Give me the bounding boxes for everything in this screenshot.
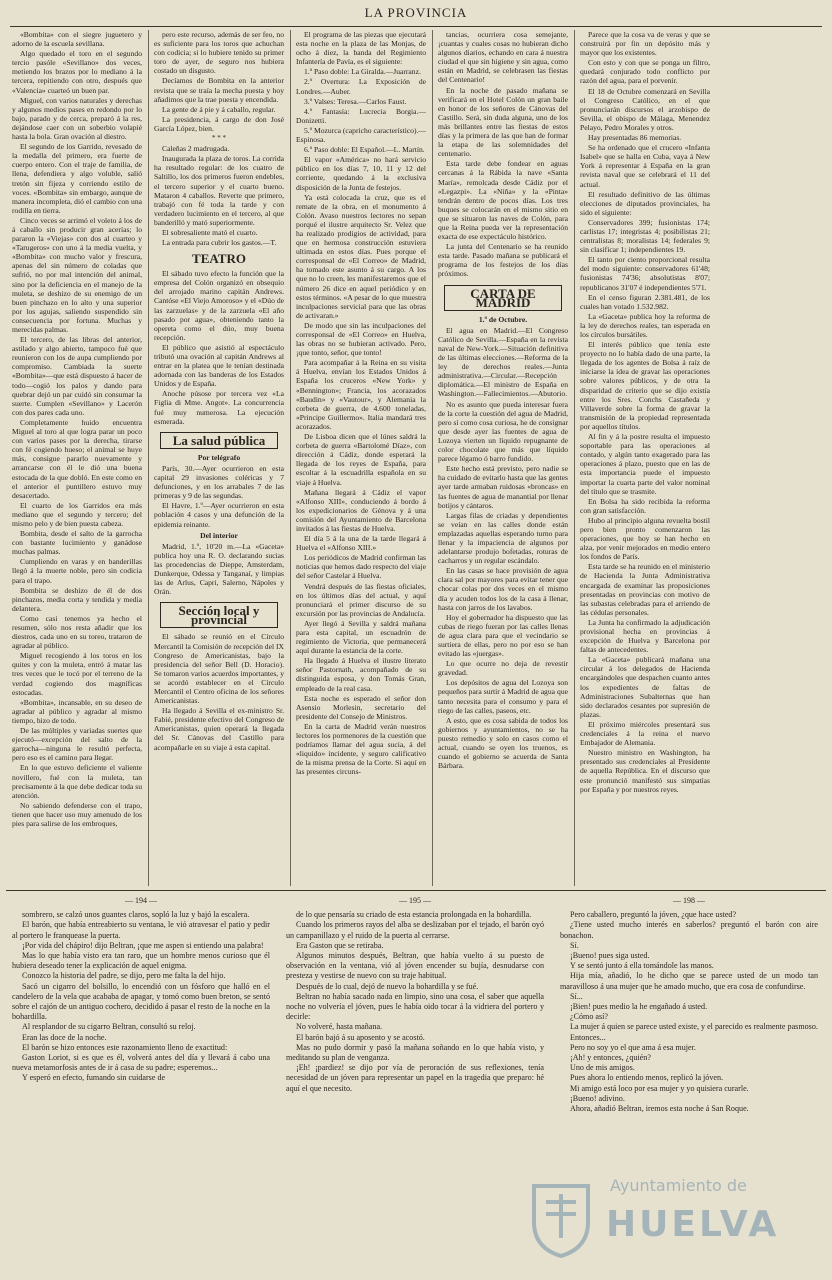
paragraph: Sí... [570, 991, 583, 1001]
column-rule [148, 30, 149, 886]
paragraph: El agua en Madrid.—El Congreso Católico de Sevilla.—España en la revista naval de New-York.—Situación definitiva de las últimas elecciones.—Reforma de la ley de derechos reales.—Junta administrativa.—Circular.—Recepción diplomática.—El ministro de España en Washington.—Fallecimientos.—Abutorio. [438, 325, 568, 399]
paragraph: Era Gaston que se retiraba. [296, 940, 384, 950]
paragraph: La entrada para cubrir los gastos.—T. [162, 238, 277, 248]
paragraph: ¿Tiene usted mucho interés en saberlos? preguntó el barón con aire bonachon. [560, 920, 818, 940]
folletin-divider [6, 890, 826, 891]
news-columns [12, 30, 820, 886]
paragraph: En lo que estuvo deficiente el valiente novillero, fué con la muleta, tan precisamente á la que debe dedicar toda su atención. [12, 763, 142, 800]
paragraph: Eran las doce de la noche. [22, 1032, 107, 1042]
paragraph: La gente de á pie y á caballo, regular. [162, 104, 276, 114]
paragraph: Esta tarde se ha reunido en el ministerio de Hacienda la Junta Administrativa encargada de examinar las proposiciones presentadas en provincias con motivo de las subastas celebradas para el arriendo de las cédulas personales. [580, 562, 710, 617]
paragraph: Mas no pudo dormir y pasó la mañana soñando en lo que había visto, y meditando su plan de venganza. [286, 1042, 544, 1063]
paragraph: Lo que ocurre no deja de revestir gravedad. [438, 659, 568, 678]
paragraph: ¡Ah! y entonces, ¿quién? [570, 1053, 651, 1063]
paragraph: En Bolsa ha sido recibida la reforma con gran satisfacción. [580, 496, 710, 515]
paragraph: Ha llegado á Huelva el ilustre literato señor Pastornath, acompañado de su distinguida esposa, y don Tomás Gran, empleado de la real casa. [296, 656, 426, 693]
paragraph: ¿Cómo así? [570, 1012, 608, 1022]
paragraph: ¡Eh! ¡pardiez! se dijo por vía de peroración de sus reflexiones, tenía necesidad de un jóven para representar un papel en la tragedia que preparo: hé aquí el que necesito. [286, 1063, 544, 1093]
paragraph: Beltran no había sacado nada en limpio, sino una cosa, el saber que aquella noche no volvería el jóven, pues le había oido tocar á la vidriera del portero y decirle: [286, 991, 544, 1022]
paragraph: El vapor «América» no hará servicio público en los días 7, 10, 11 y 12 del corriente, quedando á la exclusiva disposición de la Junta de festejos. [296, 155, 426, 192]
paragraph: Mañana llegará á Cádiz el vapor «Alfonso XIII», conduciendo á bordo á los expedicionarios de Génova y á una comisión del Ayuntamiento de Barcelona invitados á las fiestas de Huelva. [296, 487, 426, 533]
carta-madrid-heading: CARTA DE MADRID [444, 285, 562, 311]
paragraph: El Havre, 1.º—Ayer ocurrieron en esta población 4 casos y una defunción de la epidemia reinante. [154, 501, 284, 529]
paragraph: Madrid, 1.º, 10'20 m.—La «Gaceta» publica hoy una R. O. declarando sucias las procedencias de Dieppe, Amsterdam, Dunkerque, Odessa y Tanganaí, y limpias las de Arlus, Capri, Salerno, Nápoles y Orán. [154, 541, 284, 597]
paragraph: Este hecho está previsto, pero nadie se ha cuidado de evitarlo hasta que las gentes ayer tarde armaban ruidosas «broncas» en las fuentes de agua de manantial por llenar botijos y cántaros. [438, 464, 568, 510]
paragraph: En el censo figuran 2.381.481, de los cuales han votado 1.532.982. [580, 292, 710, 311]
paragraph: Conozco la historia del padre, se dijo, pero me falta la del hijo. [22, 971, 226, 981]
paragraph: En las casas se hace provisión de agua clara sal por mayores para evitar tener que chocar colas por dos veces en el mismo día y acuden todos los de la casa á llenar, hasta con jarros de los lavabos. [438, 566, 568, 612]
coat-of-arms-icon [526, 1178, 596, 1258]
paragraph: Para acompañar á la Reina en su visita á Huelva, envían los Estados Unidos á España los cruceros «New York» y «Bennington»; Francia, los acorazados «Baudin» y «Vautour», y Alemania la corbeta de guerra, de 4.600 toneladas, «Principe Guillermo». Italia mandará tres acorazados. [296, 358, 426, 431]
paragraph: 2.º Overtura: La Exposición de Londres.—Auber. [296, 77, 426, 96]
paragraph: Hija mía, añadió, lo he dicho que se parece usted de un modo tan maravilloso á una mujer que he amado mucho, que era cosa de confundirse. [560, 971, 818, 991]
paragraph: 4.º Fantasía: Lucrecia Borgia.—Donizetti. [296, 106, 426, 125]
paragraph: Los depósitos de agua del Lozoya son pequeños para surtir á Madrid de agua que tanto necesita para el consumo y para el riego de las calles, paseos, etc. [438, 678, 568, 715]
paragraph: El día 5 á la una de la tarde llegará á Huelva el «Alfonso XIII.» [296, 534, 426, 553]
watermark-line2: HUELVA [606, 1204, 780, 1245]
paragraph: ¡Bueno! adivino. [570, 1093, 625, 1103]
paragraph: Mas lo que había visto era tan raro, que un hombre menos curioso que él hubiera deseado tener la explicación de aquel enigma. [12, 951, 270, 971]
paragraph: El próximo miércoles presentará sus credenciales á la reina el nuevo Embajador de Alemania. [580, 719, 710, 748]
paragraph: Bombita, desde el salto de la garrocha con bastante lucimiento y ganádose muchas palmas. [12, 529, 142, 557]
paragraph: Ayer llegó á Sevilla y saldrá mañana para esta capital, un escuadrón de regimiento de Victoria, que permanecerá aquí durante la estancia de la corte. [296, 618, 426, 656]
salud-subheading-telegrafo: Por telégrafo [197, 452, 241, 462]
paragraph: Los periódicos de Madrid confirman las noticias que hemos dado respecto del viaje del señor Castelar á Huelva. [296, 553, 426, 581]
paragraph: Nuestro ministro en Washington, ha presentado sus credenciales al Presidente de aquella República. En el discurso que este pronunció manifestó sus simpatías por España y por nuestros reyes. [580, 748, 710, 794]
paragraph: No es asunto que pueda interesar fuera de la corte la cuestión del agua de Madrid, pero sí como cosa curiosa, he de consignar que desde ayer las fuentes de agua de Lozoya vierten un líquido repugnante de color chocolate que más que líquido parece légamo ó barro fundido. [438, 399, 568, 464]
paragraph: A esto, que es cosa sabida de todos los gobiernos y ayuntamientos, no se ha puesto remedio y solo en casos como el actual, cuando se oyen los truenos, es cuando el gobierno se acuerda de Santa Bárbara. [438, 715, 568, 771]
paragraph: Pues ahora lo entiendo menos, replicó la jóven. [570, 1073, 724, 1083]
paragraph: 6.º Paso doble: El Español.—L. Martín. [304, 145, 425, 155]
page-number: — 194 — [125, 896, 157, 905]
paragraph: «Bombita», incansable, en su deseo de agradar al público y agradar al mismo tiempo, hizo de todo. [12, 697, 142, 725]
paragraph: Hay presentadas 86 memorias. [588, 133, 682, 143]
paragraph: Sacó un cigarro del bolsillo, lo encendió con un fósforo que halló en el candelero de la vela que acababa de apagar, y tomó como buen breton, se sentó sobre el cajón de un antiguo cochero, decidido á pasar el resto de la noche en la bohardilla. [12, 981, 270, 1022]
paragraph: El sábado tuvo efecto la función que la empresa del Colón organizó en obsequio del arrojado marino capitán Andrews. Cantóse «El Viejo Amoroso» y el «Dúo de las zarzuelas» y de la zarzuela «El año pasado por agua», obteniendo tanto la opereta como el dúo, muy buena recepción. [154, 269, 284, 342]
paragraph: No sabiendo defenderse con el trapo, tienen que hacer uso muy amenudo de los pies para salirse de los embroques, [12, 800, 142, 828]
paragraph: El tercero, de las libras del anterior, astilado y algo abierto, tampoco fué que reunieron con los de aupa cumpliendo por compromiso. Cambiada la suerte «Bombita»—que está dispuesto á hacer de todo—cogió los palos y dando para quebrar dejó un par cuidó sin consumar la suerte. Cumplen «Sevillano» y Lacerón con dos pares cada uno. [12, 335, 142, 417]
masthead: LA PROVINCIA [364, 5, 468, 20]
paragraph: La junta del Centenario se ha reunido esta tarde. Pasado mañana se publicará el programa de los festejos de los días próximos. [438, 242, 568, 279]
salud-subheading-interior: Del interior [200, 530, 238, 540]
paragraph: Largas filas de criadas y dependientes se veían en las calles donde están emplazadas aquellas esperando turno para llenar y la impaciencia de algunos por adelantarse produjo bofetadas, roturas de cacharros y un regular escándalo. [438, 510, 568, 566]
paragraph: ¡Por vida del chápiro! dijo Beltran, ¡que me aspen si entiendo una palabra! [22, 940, 264, 950]
masthead-rule [10, 26, 822, 27]
paragraph: Ahora, añadió Beltran, iremos esta noche á San Roque. [570, 1104, 749, 1114]
page-number: — 198 — [673, 896, 705, 905]
paragraph: sombrero, se calzó unos guantes claros, sopló la luz y bajó la escalera. [22, 910, 250, 920]
paragraph: 1.º Paso doble: La Giralda.—Juarranz. [304, 67, 421, 77]
column-rule [290, 30, 291, 886]
paragraph: Algunos minutos después, Beltran, que había vuelto á su puesto de observación en la ventana, vió al jóven encender su bujía, desnudarse con presteza y vestirse de nuevo con su traje habitual. [286, 951, 544, 981]
paragraph: Anoche púsose por tercera vez «La Figlia di Mme. Angot». La concurrencia fué muy numerosa. La ejecución esmerada. [154, 389, 284, 426]
paragraph: El tanto por ciento proporcional resulta del modo siguiente: conservadores 61'48; fusionistas 74'36; absolutistas 8'07; republicanos 31'07 é independientes 5'71. [580, 255, 710, 292]
paragraph: El programa de las piezas que ejecutará esta noche en la plaza de las Monjas, de ocho á diez, la banda del Regimiento Infantería de Pavía, es el siguiente: [296, 30, 426, 67]
column-1 [12, 30, 142, 886]
paragraph: El barón bajó á su aposento y se acostó. [296, 1032, 425, 1042]
paragraph: Esta noche es esperado el señor don Asensio Morlesin, secretario del presidente del Consejo de Ministros. [296, 693, 426, 721]
paragraph: Se ha ordenado que el crucero «Infanta Isabel» que se halla en Cuba, vaya á New York á representar á España en la gran revista naval que se celebrará el 11 del actual. [580, 143, 710, 189]
paragraph: El cuarto de los Garridos era más mediano que el segundo y tercero; del mismo pelo y de bien puesta cabeza. [12, 500, 142, 528]
paragraph: El sábado se reunió en el Círculo Mercantil la Comisión de recepción del IX Congreso de Americanistas, bajo la presidencia del señor Bell (D. Horacio). Se tomaron varios acuerdos importantes, y se acordó establecer en el Círculo Mercantil el Centro oficina de los señores Americanistas. [154, 632, 284, 706]
paragraph: Algo quedado el toro en el segundo tercio pasóle «Sevillano» dos veces, metiendo los brazos por lo mediano á la tercera, repitiendo con otro, después que «Valencia» cuarteó un buen par. [12, 49, 142, 95]
paragraph: Cuando los primeros rayos del alba se deslizaban por el tejado, el barón oyó un campanillazo y el ruido de la puerta al cerrarse. [286, 920, 544, 940]
watermark-line1: Ayuntamiento de [610, 1176, 747, 1195]
paragraph: Hoy el gobernador ha dispuesto que las cubas de riego fueran por las calles llenas de agua clara para que el vecindario se surtiera de ellas, pero no por eso se han evitado las «juergas». [438, 612, 568, 659]
paragraph: No volveré, hasta mañana. [296, 1022, 383, 1032]
paragraph: Y esperó en efecto, fumando sin cuidarse de [22, 1073, 166, 1083]
paragraph: De las múltiples y variadas suertes que ejecutó—excepción del salto de la garrocha—ninguna le resultó perfecta, pero eso es el camino para llegar. [12, 726, 142, 763]
paragraph: Al resplandor de su cigarro Beltran, consultó su reloj. [22, 1022, 196, 1032]
column-rule [574, 30, 575, 886]
paragraph: Decíamos de Bombita en la anterior revista que se traía la mecha puesta y hoy añadimos que la trae puesta y encendida. [154, 76, 284, 104]
paragraph: El público que asistió al espectáculo tributó una ovación al capitán Andrews al entrar en la platea que le tenían destinada adornada con las banderas de los Estados Unidos y de España. [154, 342, 284, 389]
paragraph: 5.º Mozurca (capricho característico).—Espinosa. [296, 125, 426, 145]
paragraph: El 18 de Octubre comenzará en Sevilla el Congreso Católico, en el que pronunciarán discursos el arzobispo de Sevilla, el obispo de Málaga, Menendez Pelayo, Pedro Morales y otros. [580, 86, 710, 132]
paragraph: La presidencia, á cargo de don José García López, bien. [154, 114, 284, 133]
paragraph: La «Gaceta» publicará mañana una circular á los delegados de Hacienda encargándoles que despachen cuanto antes los expedientes de faltas de Administraciones Subalternas que han sido declarados cesantes por supresión de plazas. [580, 655, 710, 719]
column-4 [438, 30, 568, 886]
paragraph: El interés público que tenía este proyecto no lo había dado de una parte, la llegada de los agentes de Bolsa á raíz de iniciarse la idea de gravar las operaciones sobre valores públicos, y de otra la disparidad de criterio que se dijo existía entre los Sres. Conchs Castañeda y Villaverde sobre la forma de gravar la transmisión de la propiedad representada por aquellos títulos. [580, 340, 710, 431]
paragraph: pero este recurso, además de ser feo, no es suficiente para los toros que achuchan con codicia; si lo hubiere tenido su primer toro de ayer, de seguro nos hubiera costado un disgusto. [154, 30, 284, 76]
paragraph: Ha llegado á Sevilla el ex-ministro Sr. Fabié, presidente efectivo del Congreso de Americanistas, quien operará la llegada del Sr. Cánovas del Castillo para acompañarle en su viaje á esta capital. [154, 706, 284, 752]
column-rule [432, 30, 433, 886]
folletin-page-left [12, 896, 270, 1276]
paragraph: Conservadores 399; fusionistas 174; carlistas 17; integristas 4; posibilistas 21; centralistas 8; moralistas 14; federales 9; sin clasificar 1; independientes 19. [580, 217, 710, 255]
teatro-heading: TEATRO [192, 251, 246, 267]
paragraph: El sobresaliente mató el cuarto. [162, 227, 258, 237]
page-number: — 195 — [399, 896, 431, 905]
paragraph: Sí. [570, 940, 579, 950]
paragraph: El barón, que había entreabierto su ventana, le vió atravesar el patio y pedir al portero le franquease la puerta. [12, 920, 270, 940]
paragraph: Gaston Loriot, si es que es él, volverá antes del día y llevará á cabo una nueva metamorfosis antes de ir á casa de su padre; esperemos... [12, 1053, 270, 1073]
paragraph: Parece que la cosa va de veras y que se construirá por fin un depósito más y mayor que los existentes. [580, 30, 710, 58]
archive-watermark [520, 1168, 820, 1278]
paragraph: En la noche de pasado mañana se verificará en el Hotel Colón un gran baile en honor de los señores de Cánovas del Castillo. Será, sin duda alguna, uno de los más brillantes entre las fiestas de estos días y la primera de las que han de formar la etapa de las solemnidades del centenario. [438, 85, 568, 159]
paragraph: Uno de mis amigos. [570, 1063, 635, 1073]
paragraph: Bombita se deshizo de él de dos pinchazos, media corta y tendida y media delantera. [12, 585, 142, 613]
carta-date: 1.º de Octubre. [478, 314, 528, 324]
paragraph: Como casi tenemos ya hecho el resumen, sólo nos resta añadir que los diestros, cada uno en su toreo, trataron de agradar al público. [12, 613, 142, 651]
column-5 [580, 30, 710, 886]
paragraph: ¡Bueno! pues siga usted. [570, 951, 650, 961]
paragraph: El resultado definitivo de las últimas elecciones de diputados provinciales, ha sido el siguiente: [580, 189, 710, 217]
paragraph: Vendrá después de las fiestas oficiales, en los últimos días del actual, y aquí pronunciará el primer discurso de su excursión por las provincias de Andalucía. [296, 581, 426, 618]
paragraph: Caleñas 2 madrugada. [162, 144, 230, 154]
paragraph: Inaugurada la plaza de toros. La corrida ha resultado regular: de los cuatro de Saltillo, los dos primeros fueron endebles, el tercero superior y el cuarto bueno. Mataron 4 caballos. Reverte que primero, trabajó con fé toda la tarde y con verdadero lucimiento en el tercero, al que banderilló y mató superiormente. [154, 154, 284, 227]
paragraph: De Lisboa dicen que el lúnes saldrá la corbeta de guerra «Bartolomé Díaz», con dirección á Cádiz, donde esperará la llegada de los reyes de España, para escoltar á la escuadrilla española en su viaje á Huelva. [296, 432, 426, 487]
paragraph: de lo que pensaría su criado de esta estancia prolongada en la bohardilla. [296, 910, 532, 920]
paragraph: La «Gaceta» publica hoy la reforma de la ley de derechos reales, tan esperada en los círculos bursátiles. [580, 311, 710, 339]
paragraph: Mi amigo está loco por esa mujer y yo quisiera curarle. [570, 1083, 749, 1093]
paragraph: París, 30.—Ayer ocurrieron en esta capital 29 invasiones coléricas y 7 defunciones, y en los arrabales 7 de las primeras y 9 de las segundas. [154, 463, 284, 501]
paragraph: Miguel, con varios naturales y derechas y algunos medios pases en redondo por lo bajo, parado y de cerca, preparó á la res, dejándose caer con un soberbio volapié hasta la bola. Gran ovación al diestro. [12, 95, 142, 142]
paragraph: Hubo al principio alguna revuelta bostil pero bien pronto comenzaron las operaciones, que hoy se han hecho en alza, por venir mejorados en medio entero los fondos de París. [580, 515, 710, 562]
section-stars: * * * [212, 134, 226, 143]
column-3 [296, 30, 426, 886]
paragraph: Pero caballero, preguntó la jóven, ¿que hace usted? [570, 910, 737, 920]
paragraph: La mujer á quien se parece usted existe, y el parecido es realmente pasmoso. [570, 1022, 818, 1032]
paragraph: Completamente huido encuentra Miguel al toro al que logra parar un poco con varios pases por la derecha, tirarse con fé cogiendo hueso; el animal se huye más, consigue pararlo nuevamente y arrancarse con él le dió una buena estocada de la que dobló. En este como en el anterior el puntillero estuvo muy desacertado. [12, 417, 142, 500]
paragraph: Y se sentó junto á ella tomándole las manos. [570, 961, 714, 971]
paragraph: De modo que sin las inculpaciones del corresponsal de «El Correo» en Huelva, las obras no se hubieran activado. Pero, ¡que tonto, señor, que tonto! [296, 320, 426, 358]
paragraph: ¡Bien! pues medio la he engañado á usted. [570, 1002, 708, 1012]
salud-heading: La salud pública [160, 432, 278, 449]
paragraph: Con esto y con que se ponga un filtro, quedará conjurado todo conflicto por razón del agua, para el porvenir. [580, 58, 710, 86]
paragraph: La Junta ha confirmado la adjudicación provisional hecha en provincias á excepción de Huelva y Barcelona por faltas de antecedentes. [580, 617, 710, 655]
paragraph: Miguel recogiendo á los toros en los quites y con la muleta, entró á matar las tres veces que le tocó por el terreno de la verdad cogiendo dos magníficas estocadas. [12, 651, 142, 697]
folletin-page-middle [286, 896, 544, 1276]
paragraph: Cinco veces se arrimó el voleto á los de á caballo sin producir gran acerías; lo pararon la «Viejas» con dos al cuarteo y «Tarugeros» con uno á la media vuelta, y «Bombita» con mucho valor y frescura, apenas del sin número de coladas que sufrió, no por mal intención del animal, sino por la deficiencia en el manejo de la muleta, se deshizo de su enemigo de un buen pinchazo en lo alto y una superior por los agujas, saliendo suspendido sin consecuencia por fortuna. Muchas y merecidas palmas. [12, 215, 142, 334]
paragraph: 3.º Valses: Teresa.—Carlos Faust. [304, 96, 407, 106]
paragraph: En la carta de Madrid verán nuestros lectores los pormenores de la cuestión que podríamos llamar del agua sucia, á del «liquido» incidente, y seguro calificativo de la misma prensa de la Corte. Si aquí en las presentes circuns- [296, 721, 426, 777]
paragraph: Al fin y á la postre resulta el impuesto soportable para las operaciones al contado, y algún tanto exagerado para las operaciones á plazo, puesto que en las de esta importancia puede el impuesto importar la cuarta parte del valor nominal del título que se trasmite. [580, 432, 710, 496]
paragraph: Cumpliendo en varas y en banderillas llegó á la muerte noble, pero sin codicia para el trapo. [12, 557, 142, 585]
paragraph: «Bombita» con el siegre juguetero y adorno de la escuela sevillana. [12, 30, 142, 49]
paragraph: tancias, ocurriera cosa semejante, ¡cuantas y cuales cosas no hubieran dicho algunos diarios, echando en cara á nuestra ciudad el que sin higiene y sin agua, como están en Madrid, se celebrasen las fiestas del Centenario! [438, 30, 568, 85]
paragraph: Después de lo cual, dejó de nuevo la bohardilla y se fué. [296, 981, 479, 991]
paragraph: Esta tarde debe fondear en aguas cercanas á la Rábida la nave «Santa María», remolcada desde Cádiz por el «Legazpi». La «Niña» y la «Pinta» tendrán dentro de pocos días. Los tres buques se colocarán en el mismo sitio en que se situaron las naves de Colón, para que la Reina pueda ver la representación exacta de ese expectáculo histórico. [438, 159, 568, 242]
paragraph: Pero no soy yo el que ama á esa mujer. [570, 1042, 696, 1052]
paragraph: El barón se hizo entonces este razonamiento lleno de exactitud: [22, 1042, 228, 1052]
seccion-local-heading: Sección local y provincial [160, 602, 278, 628]
column-2 [154, 30, 284, 886]
paragraph: El segundo de los Garrido, revesado de la medalla del primero, era fuerte de cuerpo entero. Con el traje de familia, de llena, defendiera y algo voluble, salió tretón sin fijeza y corriendo estilo de voces. «Bombita» sin embargo, aunque de manera incompleta, dió el cambio con una rodilla en tierra. [12, 142, 142, 215]
paragraph: Ya está colocada la cruz, que es el remate de la obra, en el monumento á Colón. Avaso nuestros lectores no sepan porqué el ilustre arquitecto Sr. Velez que ha realizado prodigios de actividad, para que en hermosa construcción estuviera ultimada en estos días. Pues porque el corresponsal de «El Correo» de Madrid, ha tomado este asunto á su cargo. A los que no lo creen, les manifestaremos que el número 26 dice en aquel periódico y en estos términos. «A pesar de lo que muestra inculpaciones servicial para que las obras de activaran.» [296, 192, 426, 320]
paragraph: Entonces... [570, 1032, 606, 1042]
